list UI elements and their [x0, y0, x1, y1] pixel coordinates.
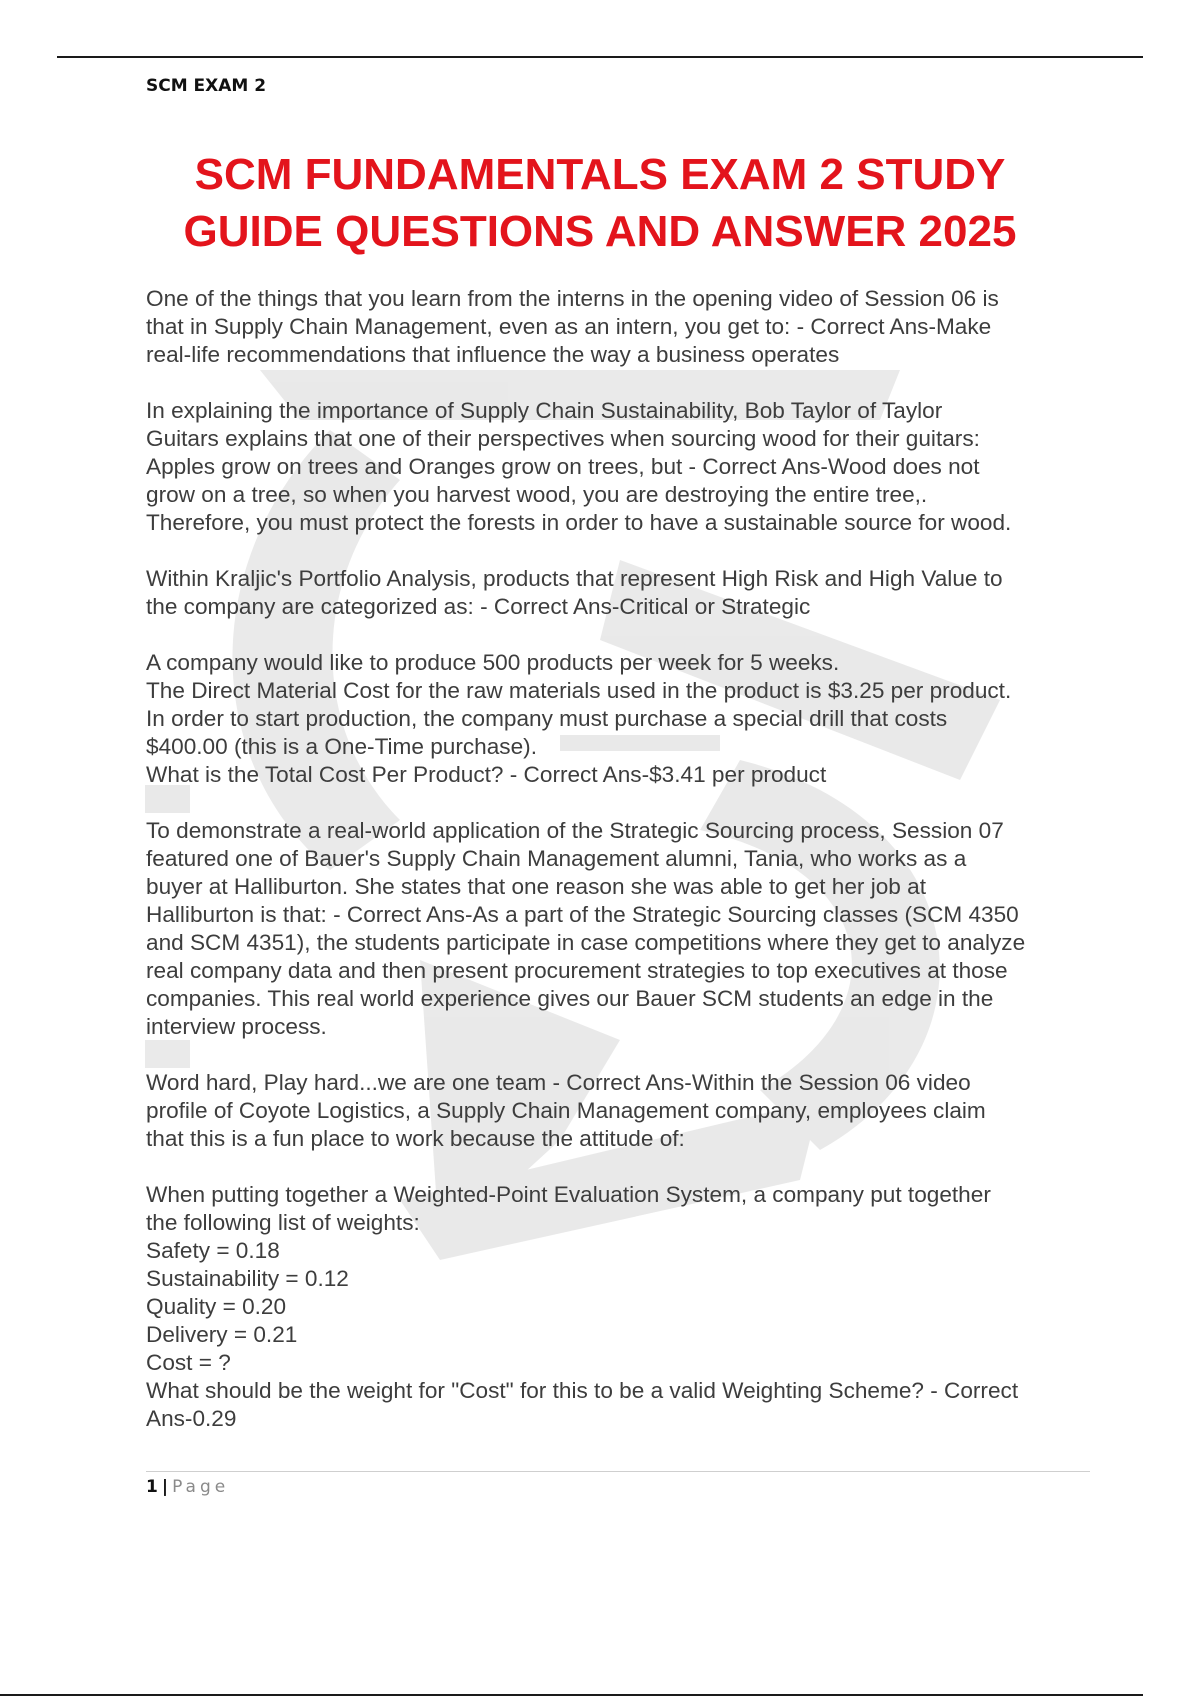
qa-line: the company are categorized as: - Correct Ans-Critical or Strategic	[146, 594, 811, 619]
qa-line: Guitars explains that one of their perspectives when sourcing wood for their guitars:	[146, 426, 980, 451]
qa-line: Quality = 0.20	[146, 1294, 287, 1319]
page-word: Page	[172, 1477, 230, 1497]
qa-line: In order to start production, the company must purchase a special drill that costs	[146, 706, 948, 731]
qa-line: grow on a tree, so when you harvest wood, you are destroying the entire tree,.	[146, 482, 928, 507]
qa-line: the following list of weights:	[146, 1210, 420, 1235]
qa-line: To demonstrate a real-world application of the Strategic Sourcing process, Session 07	[146, 818, 1004, 843]
qa-line: Cost = ?	[146, 1350, 231, 1375]
qa-item	[146, 1069, 1096, 1153]
qa-line: When putting together a Weighted-Point Evaluation System, a company put together	[146, 1182, 991, 1207]
qa-line: that this is a fun place to work because the attitude of:	[146, 1126, 685, 1151]
qa-item	[146, 1181, 1096, 1433]
qa-item	[146, 285, 1096, 369]
title-line-2: GUIDE QUESTIONS AND ANSWER 2025	[183, 207, 1017, 256]
qa-item	[146, 565, 1096, 621]
qa-line: Safety = 0.18	[146, 1238, 280, 1263]
question-list	[146, 285, 1096, 1461]
qa-item	[146, 397, 1096, 537]
qa-line: Word hard, Play hard...we are one team - Correct Ans-Within the Session 06 video	[146, 1070, 971, 1095]
qa-line: Within Kraljic's Portfolio Analysis, products that represent High Risk and High Value to	[146, 566, 1003, 591]
qa-line: featured one of Bauer's Supply Chain Management alumni, Tania, who works as a	[146, 846, 967, 871]
bottom-rule	[0, 1694, 1143, 1696]
qa-line: real company data and then present procurement strategies to top executives at those	[146, 958, 1008, 983]
running-header: SCM EXAM 2	[146, 76, 267, 96]
qa-line: Delivery = 0.21	[146, 1322, 298, 1347]
qa-line: What should be the weight for "Cost" for this to be a valid Weighting Scheme? - Correct	[146, 1378, 1019, 1403]
page-separator: |	[161, 1477, 169, 1497]
qa-line: interview process.	[146, 1014, 327, 1039]
page-footer	[146, 1477, 229, 1497]
qa-line: Halliburton is that: - Correct Ans-As a part of the Strategic Sourcing classes (SCM 4350	[146, 902, 1019, 927]
footer-rule	[146, 1471, 1090, 1472]
qa-line: and SCM 4351), the students participate in case competitions where they get to analyze	[146, 930, 1026, 955]
qa-line: Sustainability = 0.12	[146, 1266, 349, 1291]
qa-item	[146, 817, 1096, 1041]
qa-line: The Direct Material Cost for the raw materials used in the product is $3.25 per product.	[146, 678, 1012, 703]
title-line-1: SCM FUNDAMENTALS EXAM 2 STUDY	[194, 150, 1006, 199]
qa-line: that in Supply Chain Management, even as an intern, you get to: - Correct Ans-Make	[146, 314, 992, 339]
qa-line: Apples grow on trees and Oranges grow on trees, but - Correct Ans-Wood does not	[146, 454, 980, 479]
qa-line: $400.00 (this is a One-Time purchase).	[146, 734, 537, 759]
qa-line: A company would like to produce 500 products per week for 5 weeks.	[146, 650, 840, 675]
qa-item	[146, 649, 1096, 789]
qa-line: One of the things that you learn from the interns in the opening video of Session 06 is	[146, 286, 999, 311]
qa-line: Ans-0.29	[146, 1406, 237, 1431]
document-title	[100, 146, 1100, 260]
qa-line: real-life recommendations that influence the way a business operates	[146, 342, 840, 367]
qa-line: buyer at Halliburton. She states that one reason she was able to get her job at	[146, 874, 926, 899]
qa-line: What is the Total Cost Per Product? - Correct Ans-$3.41 per product	[146, 762, 827, 787]
qa-line: companies. This real world experience gives our Bauer SCM students an edge in the	[146, 986, 994, 1011]
qa-line: profile of Coyote Logistics, a Supply Chain Management company, employees claim	[146, 1098, 986, 1123]
qa-line: In explaining the importance of Supply Chain Sustainability, Bob Taylor of Taylor	[146, 398, 943, 423]
page-number: 1	[146, 1477, 158, 1497]
qa-line: Therefore, you must protect the forests in order to have a sustainable source for wood.	[146, 510, 1012, 535]
